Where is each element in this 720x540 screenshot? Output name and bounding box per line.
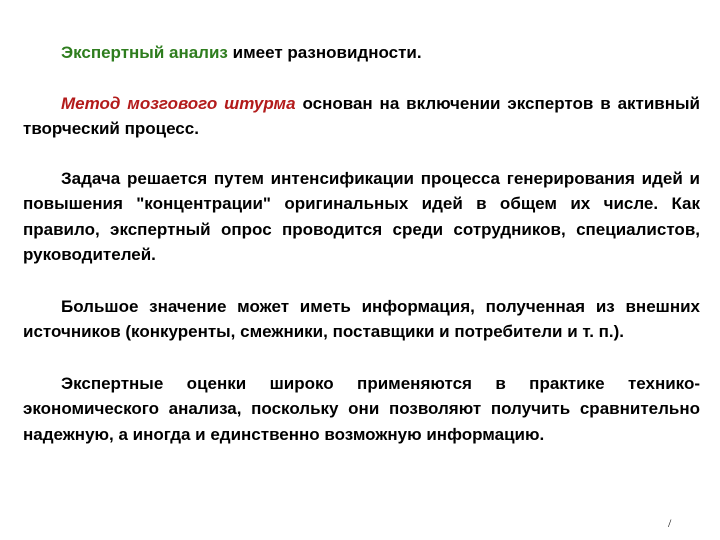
slide-body bbox=[23, 40, 700, 447]
term-expert-analysis: Экспертный анализ bbox=[61, 43, 228, 62]
paragraph-expert-estimates: Экспертные оценки широко применяются в практике технико-экономического анализа, поскольку они позволяют получить сравнительно надежную, а иногда и единственно возможную информацию. bbox=[23, 373, 700, 444]
paragraph-external-sources: Большое значение может иметь информация, полученная из внешних источников (конкуренты, смежники, поставщики и потребители и т. п.). bbox=[23, 296, 700, 341]
corner-mark: / bbox=[668, 516, 672, 530]
paragraph-intro bbox=[23, 40, 700, 66]
paragraph-brainstorm bbox=[23, 91, 700, 142]
paragraph-brainstorm-text: основан на включении экспертов в активный творческий процесс. bbox=[23, 93, 700, 138]
paragraph-task: Задача решается путем интенсификации процесса генерирования идей и повышения "концентрации" оригинальных идей в общем их числе. Как правило, экспертный опрос проводится среди сотрудников, специалистов, руководителей. bbox=[23, 168, 700, 264]
paragraph-intro-text: имеет разновидности. bbox=[227, 43, 422, 62]
term-brainstorm-method: Метод мозгового штурма bbox=[61, 93, 296, 113]
